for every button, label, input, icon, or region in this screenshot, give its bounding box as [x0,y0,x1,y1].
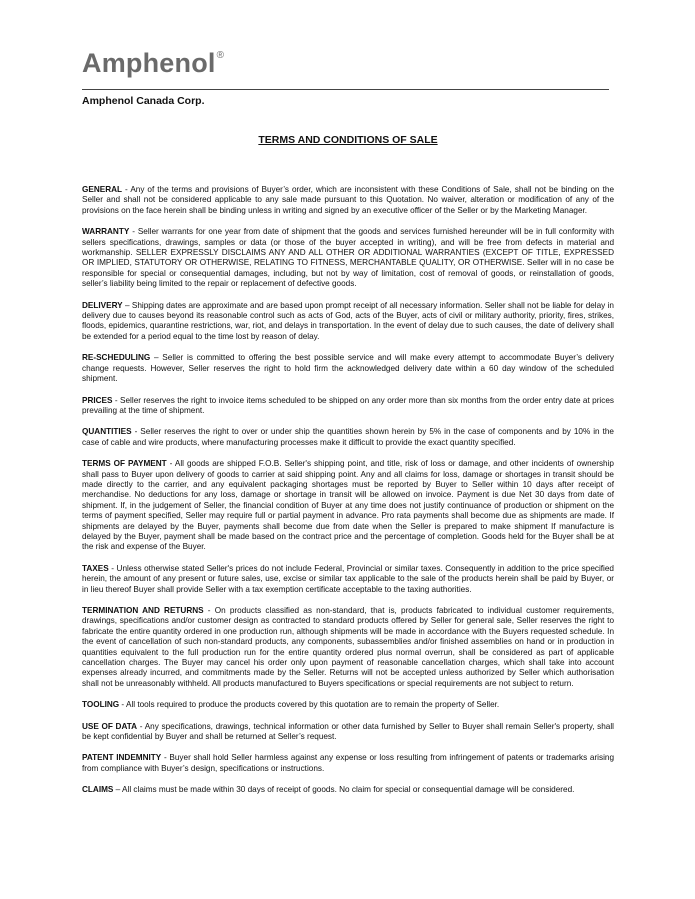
section-heading: GENERAL [82,185,123,194]
section-delivery [82,301,614,343]
section-heading: USE OF DATA [82,721,138,731]
document-title: TERMS AND CONDITIONS OF SALE [258,134,438,146]
section-heading: PRICES [82,395,113,405]
section-claims [82,785,614,795]
section-heading: PATENT INDEMNITY [82,753,162,763]
section-text: - All goods are shipped F.O.B. Seller's shipping point, and title, risk of loss or damage, and other incidents of ownership shall pass to Buyer upon delivery of goods to carrier at said shipping point. Any and all claims for loss, damage or shortages in transit should be made directly to the carrier, and any equivalent packaging shortages must be reported by Buyer to Seller within 10 days after receipt of merchandise. No deductions for any loss, damage or shortage in transit will be allowed on invoice. Payment is due Net 30 days from date of shipment. If, in the judgement of Seller, the financial condition of Buyer at any time does not justify continuance of production or shipment on the terms of payment specified, Seller may require full or partial payment in advance. Pro rata payments shall become due as shipments are made. If shipments are delayed by the Buyer, payments shall become due from date when the Seller is prepared to make shipment If manufacture is delayed by the Buyer, payment shall be made based on the contract price and the percentage of completion. Goods held for the Buyer shall be at the risk and expense of the Buyer. [82,459,614,552]
section-text: – Seller is committed to offering the best possible service and will make every attempt to accommodate Buyer’s delivery change requests. However, Seller reserves the right to hold firm the acknowledged delivery date within a 60 day window of the scheduled shipment. [82,353,614,384]
section-text: - Unless otherwise stated Seller's prices do not include Federal, Provincial or similar taxes. Consequently in addition to the price specified herein, the amount of any present or future sales, use, excise or similar tax applicable to the sale of the products herein shall be paid by Buyer, or in lieu thereof Buyer shall provide Seller with a tax exemption certificate acceptable to the taxing authorities. [82,563,614,594]
terms-body [82,185,614,796]
section-text: - Any specifications, drawings, technical information or other data furnished by Seller to Buyer shall remain Seller's property, shall be kept confidential by Buyer and shall be returned at Seller’s request. [82,721,615,742]
section-heading: QUANTITIES [82,427,132,437]
section-text: - Seller reserves the right to over or under ship the quantities shown herein by 5% in the case of components and by 10% in the case of cable and wire products, where manufacturing processes make it difficult to provide the exact quantity specified. [82,427,614,447]
section-heading: TERMINATION AND RETURNS [82,606,204,615]
section-heading: RE-SCHEDULING [82,353,151,363]
section-termination-returns [82,606,614,689]
section-text: – Shipping dates are approximate and are based upon prompt receipt of all necessary information. Seller shall not be liable for delay in delivery due to causes beyond its reasonable control such as acts of God, acts of the Buyer, acts of civil or military authority, priority, fires, strikes, floods, epidemics, quarantine restrictions, war, riot, and delays in transportation. In the event of delay due to such causes, the date of delivery shall be extended for a period equal to the time lost by reason of delay. [82,300,614,341]
section-text: - Buyer shall hold Seller harmless against any expense or loss resulting from infringement of patents or trademarks arising from compliance with Buyer’s design, specifications or instructions. [82,753,615,773]
company-name: Amphenol Canada Corp. [82,95,205,107]
amphenol-logo [82,50,224,77]
section-patent-indemnity [82,753,614,774]
section-quantities [82,427,614,448]
section-heading: TERMS OF PAYMENT [82,459,167,469]
section-heading: TOOLING [82,700,120,710]
section-prices [82,396,614,417]
section-general [82,185,614,216]
header-rule [82,89,609,90]
section-tooling [82,700,614,710]
logo-text: Amphenol [82,48,216,78]
section-heading: TAXES [82,563,109,573]
section-warranty [82,227,614,289]
section-text: - On products classified as non-standard, that is, products fabricated to individual customer requirements, drawings, specifications and/or customer design as contracted to standard products offered by Seller for general sale, Seller reserves the right to fabricate the entire quantity ordered in one production run, although shipments will be made in accordance with the Buyers requested schedule. In the event of cancellation of such non-standard products, any components, subassemblies and/or finished assemblies on hand or in production in quantities equivalent to the full production run for the entire quantity ordered plus normal overrun, shall be considered as part of applicable cancellation charges. The Buyer may cancel his order only upon payment of reasonable cancellation charges, which shall take into account expenses already incurred, and commitments made by the Seller. Returns will not be accepted unless authorized by Seller which authorisation shall not be unreasonably withheld. All products manufactured to Buyers specifications or special requirements are not subject to return. [82,606,614,688]
section-text: – All claims must be made within 30 days of receipt of goods. No claim for special or consequential damage will be considered. [113,785,575,795]
section-text: - Any of the terms and provisions of Buyer’s order, which are inconsistent with these Conditions of Sale, shall not be binding on the Seller and shall not be considered applicable to any sale made pursuant to this Quotation. No waiver, alteration or modification of any of the provisions on the face herein shall be binding unless in writing and signed by an executive officer of the Seller or by the Marketing Manager. [82,185,614,215]
section-text: - All tools required to produce the products covered by this quotation are to remain the property of Seller. [119,700,500,710]
section-use-of-data [82,722,614,743]
section-text: - Seller reserves the right to invoice items scheduled to be shipped on any order more than six months from the order entry date at prices prevailing at the time of shipment. [82,395,614,415]
registered-mark: ® [216,50,225,61]
section-taxes [82,564,614,595]
section-text: - Seller warrants for one year from date of shipment that the goods and services furnished hereunder will be in full conformity with sellers specifications, drawings, samples or data (or those of the buyer accepted in writing), and will be free from defects in material and workmanship. SELLER EXPRESSLY DISCLAIMS ANY AND ALL OTHER OR ADDITIONAL WARRANTIES (EXCEPT OF TITLE, EXPRESSED OR IMPLIED, STATUTORY OR OTHERWISE, RELATING TO FITNESS, MERCHANTABLE QUALITY, OR OTHERWISE. Seller will in no case be responsible for special or consequential damages, including, but not by way of limitation, cost of removal of goods, or reinstallation of goods, seller’s liability being limited to the repair or replacement of defective goods. [82,227,614,289]
section-heading: DELIVERY [82,300,123,310]
section-heading: CLAIMS [82,785,114,795]
section-terms-of-payment [82,459,614,553]
section-heading: WARRANTY [82,227,130,237]
section-rescheduling [82,353,614,384]
